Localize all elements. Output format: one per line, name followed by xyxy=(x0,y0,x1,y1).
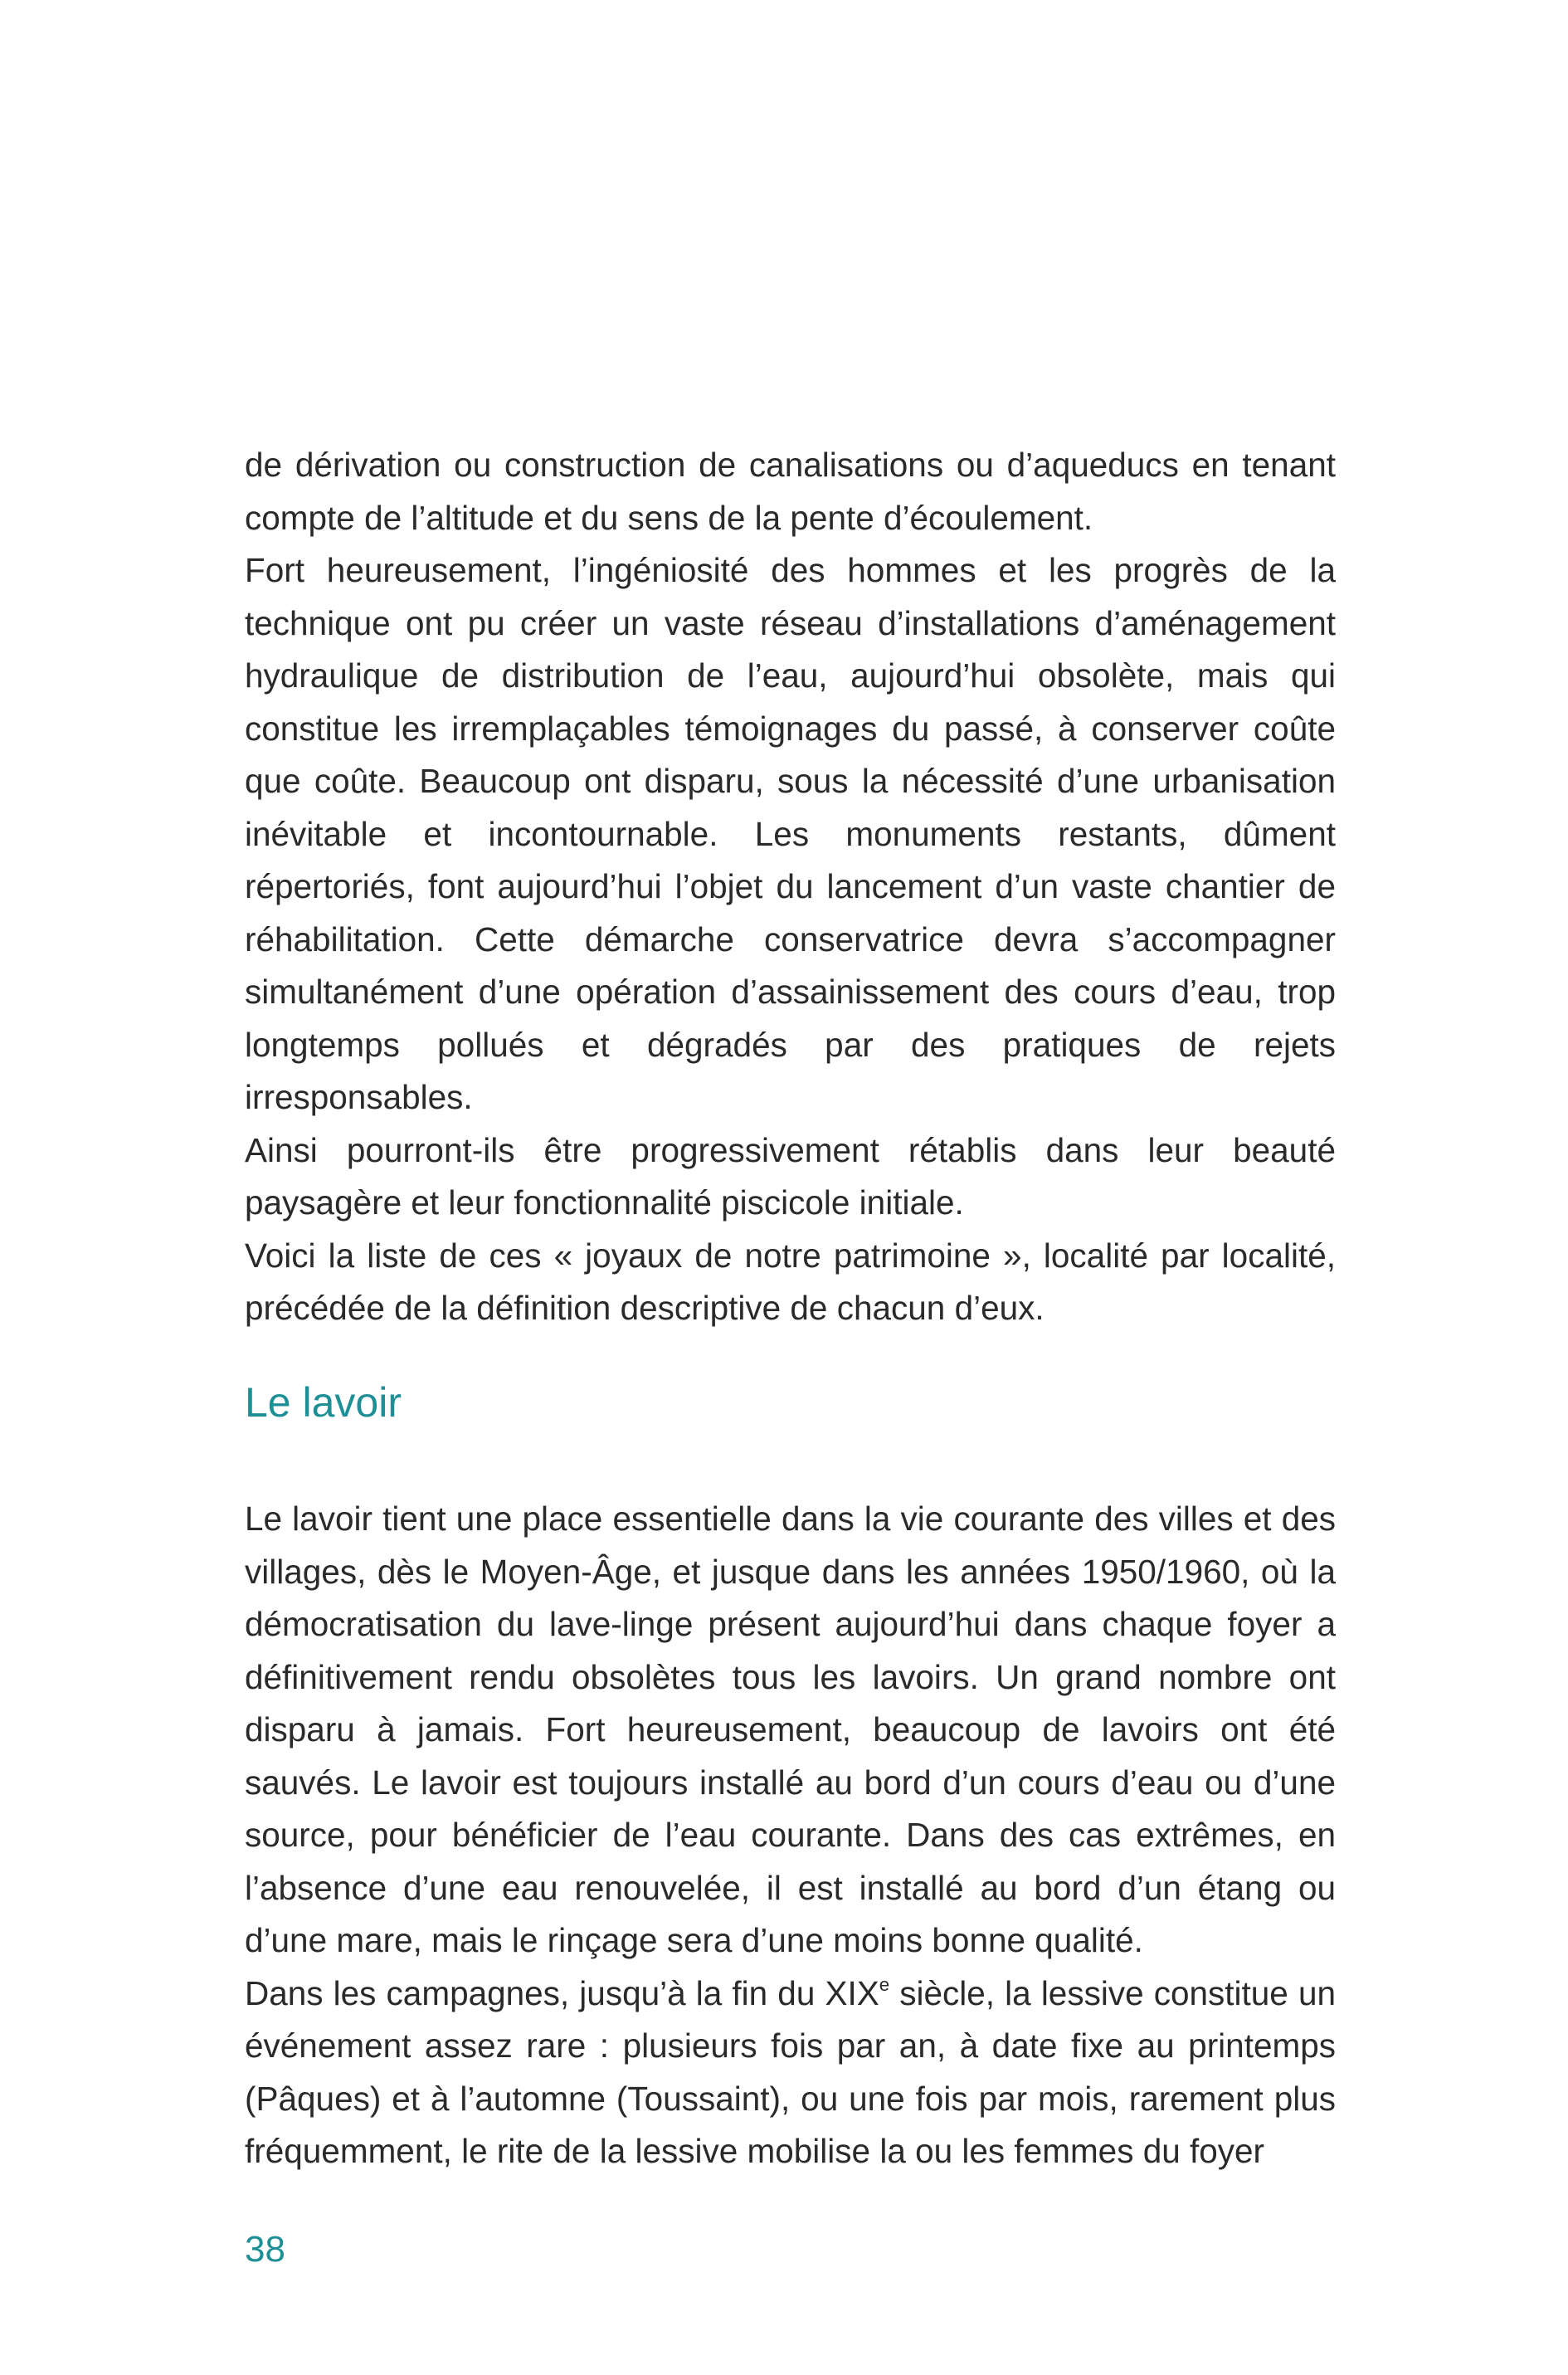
section-heading: Le lavoir xyxy=(245,1379,402,1426)
body-paragraph: Ainsi pourront-ils être progressivement rétablis dans leur beauté paysagère et leur fonctionnalité piscicole initiale. xyxy=(245,1130,1336,1222)
body-paragraph: de dérivation ou construction de canalisations ou d’aqueducs en tenant compte de l’altitude et du sens de la pente d’écoulement. xyxy=(245,446,1336,537)
body-paragraph: Le lavoir tient une place essentielle dans la vie courante des villes et des villages, dès le Moyen-Âge, et jusque dans les années 1950/1960, où la démocratisation du lave-linge présent aujourd’hui dans chaque foyer a définitivement rendu obsolètes tous les lavoirs. Un grand nombre ont disparu à jamais. Fort heureusement, beaucoup de lavoirs ont été sauvés. Le lavoir est toujours installé au bord d’un cours d’eau ou d’une source, pour bénéficier de l’eau courante. Dans des cas extrêmes, en l’absence d’une eau renouvelée, il est installé au bord d’un étang ou d’une mare, mais le rinçage sera d’une moins bonne qualité. xyxy=(245,1500,1336,1959)
intro-text-block xyxy=(245,439,1336,1335)
section-text-block xyxy=(245,1493,1336,2178)
text-run: Dans les campagnes, jusqu’à la fin du XIX xyxy=(245,1973,879,2012)
body-paragraph: Fort heureusement, l’ingéniosité des hommes et les progrès de la technique ont pu créer un vaste réseau d’installations d’aménagement hydraulique de distribution de l’eau, aujourd’hui obsolète, mais qui constitue les irremplaçables témoignages du passé, à conserver coûte que coûte. Beaucoup ont disparu, sous la nécessité d’une urbanisation inévitable et incontournable. Les monuments restants, dûment répertoriés, font aujourd’hui l’objet du lancement d’un vaste chantier de réhabilitation. Cette démarche conservatrice devra s’accompagner simultanément d’une opération d’assainissement des cours d’eau, trop longtemps pollués et dégradés par des pratiques de rejets irresponsables. xyxy=(245,551,1336,1116)
body-paragraph: Voici la liste de ces « joyaux de notre patrimoine », localité par localité, précédée de la définition descriptive de chacun d’eux. xyxy=(245,1236,1336,1327)
page-number: 38 xyxy=(245,2229,285,2270)
text-run: siècle, la lessive constitue un événement assez rare : plusieurs fois par an, à date fixe au printemps (Pâques) et à l’automne (Toussaint), ou une fois par mois, rarement plus fréquemment, le rite de la lessive mobilise la ou les femmes du foyer xyxy=(245,1973,1336,2170)
superscript-ordinal: e xyxy=(879,1973,890,1995)
body-paragraph-last xyxy=(245,1968,1336,2178)
